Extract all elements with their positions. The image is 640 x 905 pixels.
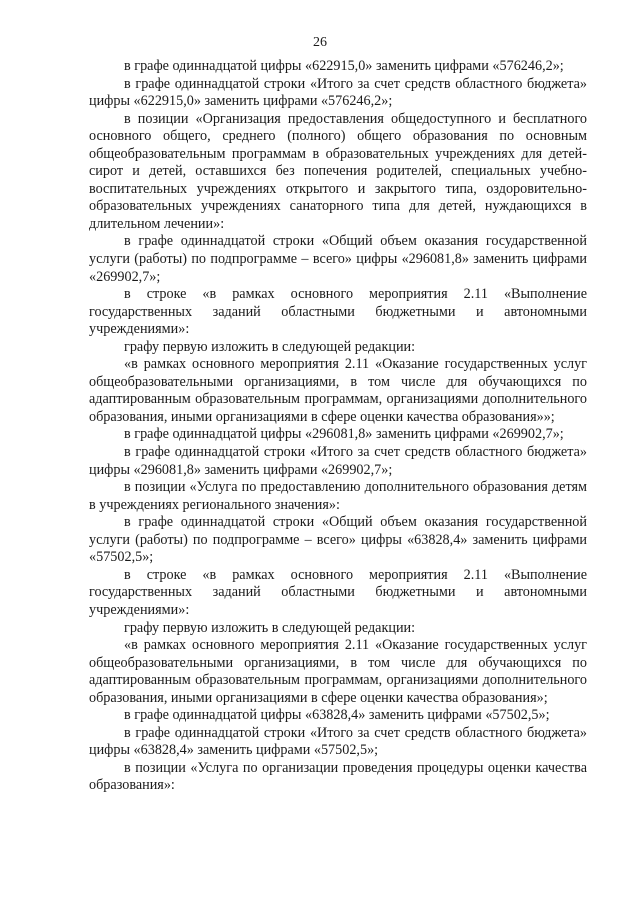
paragraph: в позиции «Услуга по предоставлению дополнительного образования детям в учреждениях регионального значения»: xyxy=(89,479,587,513)
paragraph: в строке «в рамках основного мероприятия 2.11 «Выполнение государственных заданий областными бюджетными и автономными учреждениями»: xyxy=(89,566,587,618)
paragraph: в графе одиннадцатой строки «Общий объем оказания государственной услуги (работы) по подпрограмме – всего» цифры «63828,4» заменить цифрами «57502,5»; xyxy=(89,514,587,566)
paragraph: в графе одиннадцатой строки «Итого за счет средств областного бюджета» цифры «622915,0» заменить цифрами «576246,2»; xyxy=(89,75,587,110)
paragraph: графу первую изложить в следующей редакции: xyxy=(124,338,416,355)
document-body xyxy=(89,58,587,795)
paragraph: графу первую изложить в следующей редакции: xyxy=(124,619,416,636)
paragraph: в графе одиннадцатой строки «Общий объем оказания государственной услуги (работы) по подпрограмме – всего» цифры «296081,8» заменить цифрами «269902,7»; xyxy=(89,233,587,285)
paragraph: в графе одиннадцатой строки «Итого за счет средств областного бюджета» цифры «63828,4» заменить цифрами «57502,5»; xyxy=(89,724,587,759)
paragraph: в позиции «Организация предоставления общедоступного и бесплатного основного общего, среднего (полного) общего образования по основным общеобразовательным программам в образовательных учреждениях для детей-сирот и детей, оставшихся без попечения родителей, специальных учебно-воспитательных учреждениях открытого и закрытого типа, оздоровительно-образовательных учреждениях санаторного типа для детей, нуждающихся в длительном лечении»: xyxy=(89,110,587,232)
paragraph: в графе одиннадцатой цифры «63828,4» заменить цифрами «57502,5»; xyxy=(124,707,550,724)
paragraph: в позиции «Услуга по организации проведения процедуры оценки качества образования»: xyxy=(89,759,587,794)
paragraph: «в рамках основного мероприятия 2.11 «Оказание государственных услуг общеобразовательными организациями, в том числе для обучающихся по адаптированным образовательным программам, организациями дополнительного образования, иными организациями в сфере оценки качества образования»; xyxy=(89,637,587,706)
paragraph: в строке «в рамках основного мероприятия 2.11 «Выполнение государственных заданий областными бюджетными и автономными учреждениями»: xyxy=(89,286,587,338)
paragraph: в графе одиннадцатой строки «Итого за счет средств областного бюджета» цифры «296081,8» заменить цифрами «269902,7»; xyxy=(89,444,587,478)
page-number: 26 xyxy=(313,35,327,50)
paragraph: в графе одиннадцатой цифры «296081,8» заменить цифрами «269902,7»; xyxy=(124,426,564,443)
paragraph: «в рамках основного мероприятия 2.11 «Оказание государственных услуг общеобразовательными организациями, в том числе для обучающихся по адаптированным образовательным программам, организациями дополнительного образования, иными организациями в сфере оценки качества образования»»; xyxy=(89,356,587,425)
paragraph: в графе одиннадцатой цифры «622915,0» заменить цифрами «576246,2»; xyxy=(124,58,564,74)
